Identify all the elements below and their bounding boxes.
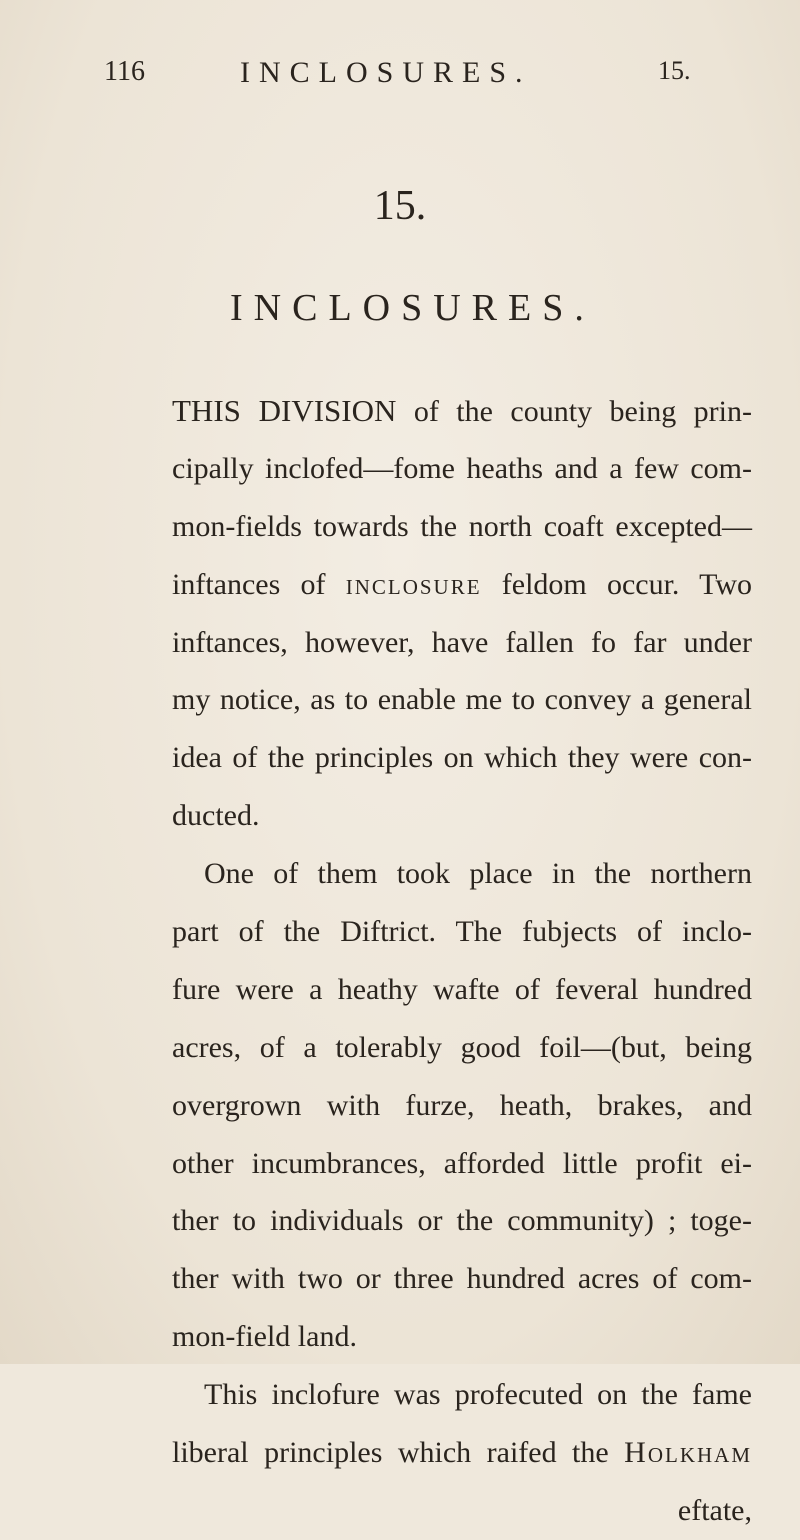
text-line: other incumbrances, afforded little profit ei- bbox=[172, 1146, 752, 1180]
small-caps-term: inclosure bbox=[345, 567, 482, 601]
text-line: mon-fields towards the north coaft excepted— bbox=[172, 509, 752, 543]
text-line: inftances of inclosure feldom occur. Two bbox=[172, 567, 752, 601]
text-line: fure were a heathy wafte of feveral hundred bbox=[172, 972, 752, 1006]
text-line: overgrown with furze, heath, brakes, and bbox=[172, 1088, 752, 1122]
running-title: INCLOSURES. bbox=[240, 56, 532, 89]
small-caps-term: Holkham bbox=[624, 1436, 752, 1470]
text-line: ther with two or three hundred acres of com- bbox=[172, 1262, 752, 1296]
text-line: This inclofure was profecuted on the fame bbox=[204, 1378, 752, 1412]
text-line: One of them took place in the northern bbox=[204, 857, 752, 891]
catchword: eftate, bbox=[677, 1493, 752, 1527]
opening-words: THIS DIVISION bbox=[172, 393, 397, 428]
text-line: mon-field land. bbox=[172, 1320, 357, 1354]
body-text bbox=[172, 382, 752, 1540]
text-line: ther to individuals or the community) ; toge- bbox=[172, 1204, 752, 1238]
text-line: liberal principles which raifed the Holkham bbox=[172, 1436, 752, 1470]
section-title: INCLOSURES. bbox=[230, 287, 595, 329]
text-line: part of the Diftrict. The fubjects of inclo- bbox=[172, 915, 752, 949]
page-number: 116 bbox=[104, 56, 145, 87]
section-number: 15. bbox=[373, 183, 427, 229]
text-line: THIS DIVISION of the county being prin- bbox=[172, 393, 752, 428]
text-line: idea of the principles on which they were con- bbox=[172, 741, 752, 775]
text-line: my notice, as to enable me to convey a general bbox=[172, 683, 752, 717]
text-line: cipally inclofed—fome heaths and a few com- bbox=[172, 451, 752, 485]
running-head bbox=[0, 56, 800, 96]
text-line: inftances, however, have fallen fo far under bbox=[172, 625, 752, 659]
running-section-number: 15. bbox=[658, 56, 691, 85]
text-line: ducted. bbox=[172, 799, 260, 833]
text-line: acres, of a tolerably good foil—(but, being bbox=[172, 1030, 752, 1064]
